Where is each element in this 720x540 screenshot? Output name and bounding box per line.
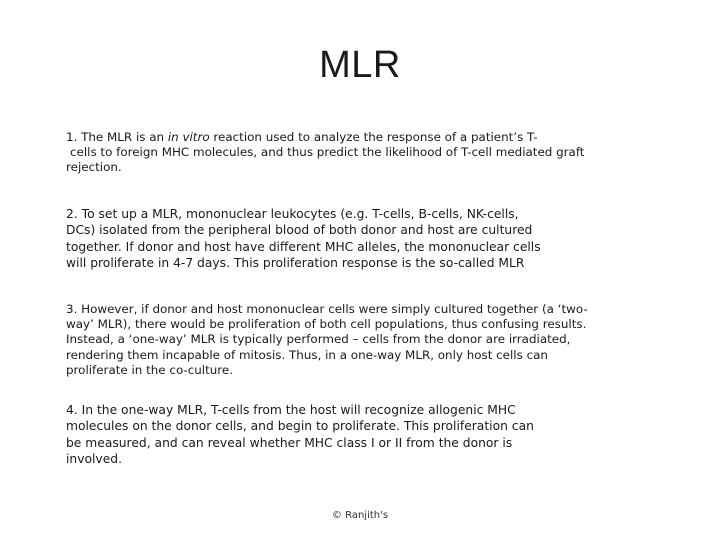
paragraph-1-text: 1. The MLR is an: [66, 130, 168, 144]
paragraph-4-line-3: be measured, and can reveal whether MHC class I or II from the donor is: [66, 435, 513, 450]
paragraph-4-line-4: involved.: [66, 452, 122, 467]
footer-credit: © Ranjith's: [331, 510, 389, 521]
in-vitro-emphasis: in vitro: [167, 130, 210, 144]
paragraph-3-line-5: proliferate in the co-culture.: [66, 362, 234, 377]
paragraph-1-line-3: rejection.: [66, 160, 122, 175]
paragraph-4: [66, 402, 646, 468]
paragraph-4-line-1: 4. In the one-way MLR, T-cells from the host will recognize allogenic MHC: [66, 403, 516, 417]
paragraph-3-line-4: rendering them incapable of mitosis. Thus, in a one-way MLR, only host cells can: [66, 347, 548, 362]
paragraph-2-line-4: will proliferate in 4-7 days. This proliferation response is the so-called MLR: [66, 256, 525, 271]
paragraph-2-line-3: together. If donor and host have different MHC alleles, the mononuclear cells: [66, 239, 541, 254]
slide-title: MLR: [319, 44, 401, 86]
paragraph-3: [66, 302, 646, 378]
paragraph-2-line-1: 2. To set up a MLR, mononuclear leukocytes (e.g. T-cells, B-cells, NK-cells,: [66, 207, 519, 221]
paragraph-3-line-2: way’ MLR), there would be proliferation of both cell populations, thus confusing results.: [66, 317, 587, 332]
paragraph-4-line-2: molecules on the donor cells, and begin to proliferate. This proliferation can: [66, 419, 534, 434]
paragraph-3-line-1: 3. However, if donor and host mononuclear cells were simply cultured together (a ‘two-: [66, 302, 588, 316]
paragraph-1: [66, 130, 646, 176]
paragraph-2-line-2: DCs) isolated from the peripheral blood of both donor and host are cultured: [66, 223, 533, 238]
paragraph-1-line-2: cells to foreign MHC molecules, and thus predict the likelihood of T-cell mediated graft: [70, 145, 585, 160]
paragraph-1-line-1: [66, 130, 646, 145]
paragraph-1-text: reaction used to analyze the response of a patient’s T-: [209, 130, 538, 144]
paragraph-3-line-3: Instead, a ‘one-way’ MLR is typically performed – cells from the donor are irradiated,: [66, 332, 571, 347]
paragraph-2: [66, 206, 646, 272]
